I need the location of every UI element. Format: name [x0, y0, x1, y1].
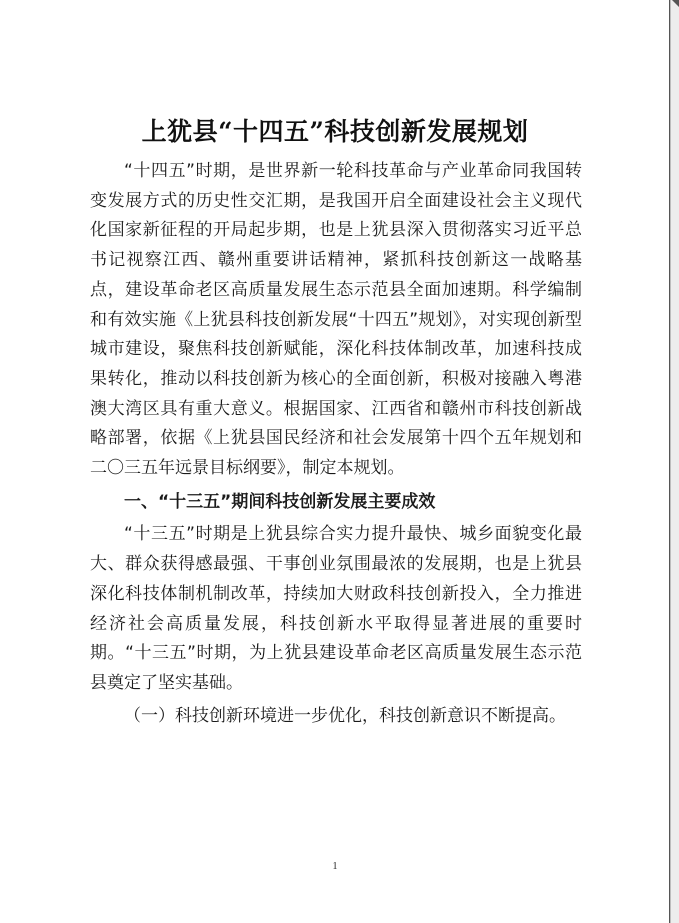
section-paragraph: “十三五”时期是上犹县综合实力提升最快、城乡面貌变化最大、群众获得感最强、干事创业氛围最浓的发展期，也是上犹县深化科技体制机制改革，持续加大财政科技创新投入，全力推进经济社会高质量发展，科技创新水平取得显著进展的重要时期。“十三五”时期，为上犹县建设革命老区高质量发展生态示范县奠定了坚实基础。	[90, 524, 582, 693]
intro-paragraph: “十四五”时期，是世界新一轮科技革命与产业革命同我国转变发展方式的历史性交汇期，是我国开启全面建设社会主义现代化国家新征程的开局起步期，也是上犹县深入贯彻落实习近平总书记视察江西、赣州重要讲话精神，紧抓科技创新这一战略基点，建设革命老区高质量发展生态示范县全面加速期。科学编制和有效实施《上犹县科技创新发展“十四五”规划》，对实现创新型城市建设，聚焦科技创新赋能，深化科技体制改革，加速科技成果转化，推动以科技创新为核心的全面创新，积极对接融入粤港澳大湾区具有重大意义。根据国家、江西省和赣州市科技创新战略部署，依据《上犹县国民经济和社会发展第十四个五年规划和二〇三五年远景目标纲要》，制定本规划。	[90, 161, 582, 479]
subsection-heading: （一）科技创新环境进一步优化，科技创新意识不断提高。	[124, 705, 566, 726]
page-number: 1	[332, 861, 338, 872]
document-body	[90, 157, 582, 731]
page-corner-marker	[672, 0, 679, 7]
document-title: 上犹县“十四五”科技创新发展规划	[141, 116, 529, 146]
viewer-edge	[670, 0, 679, 923]
section-heading: 一、“十三五”期间科技创新发展主要成效	[124, 491, 436, 512]
